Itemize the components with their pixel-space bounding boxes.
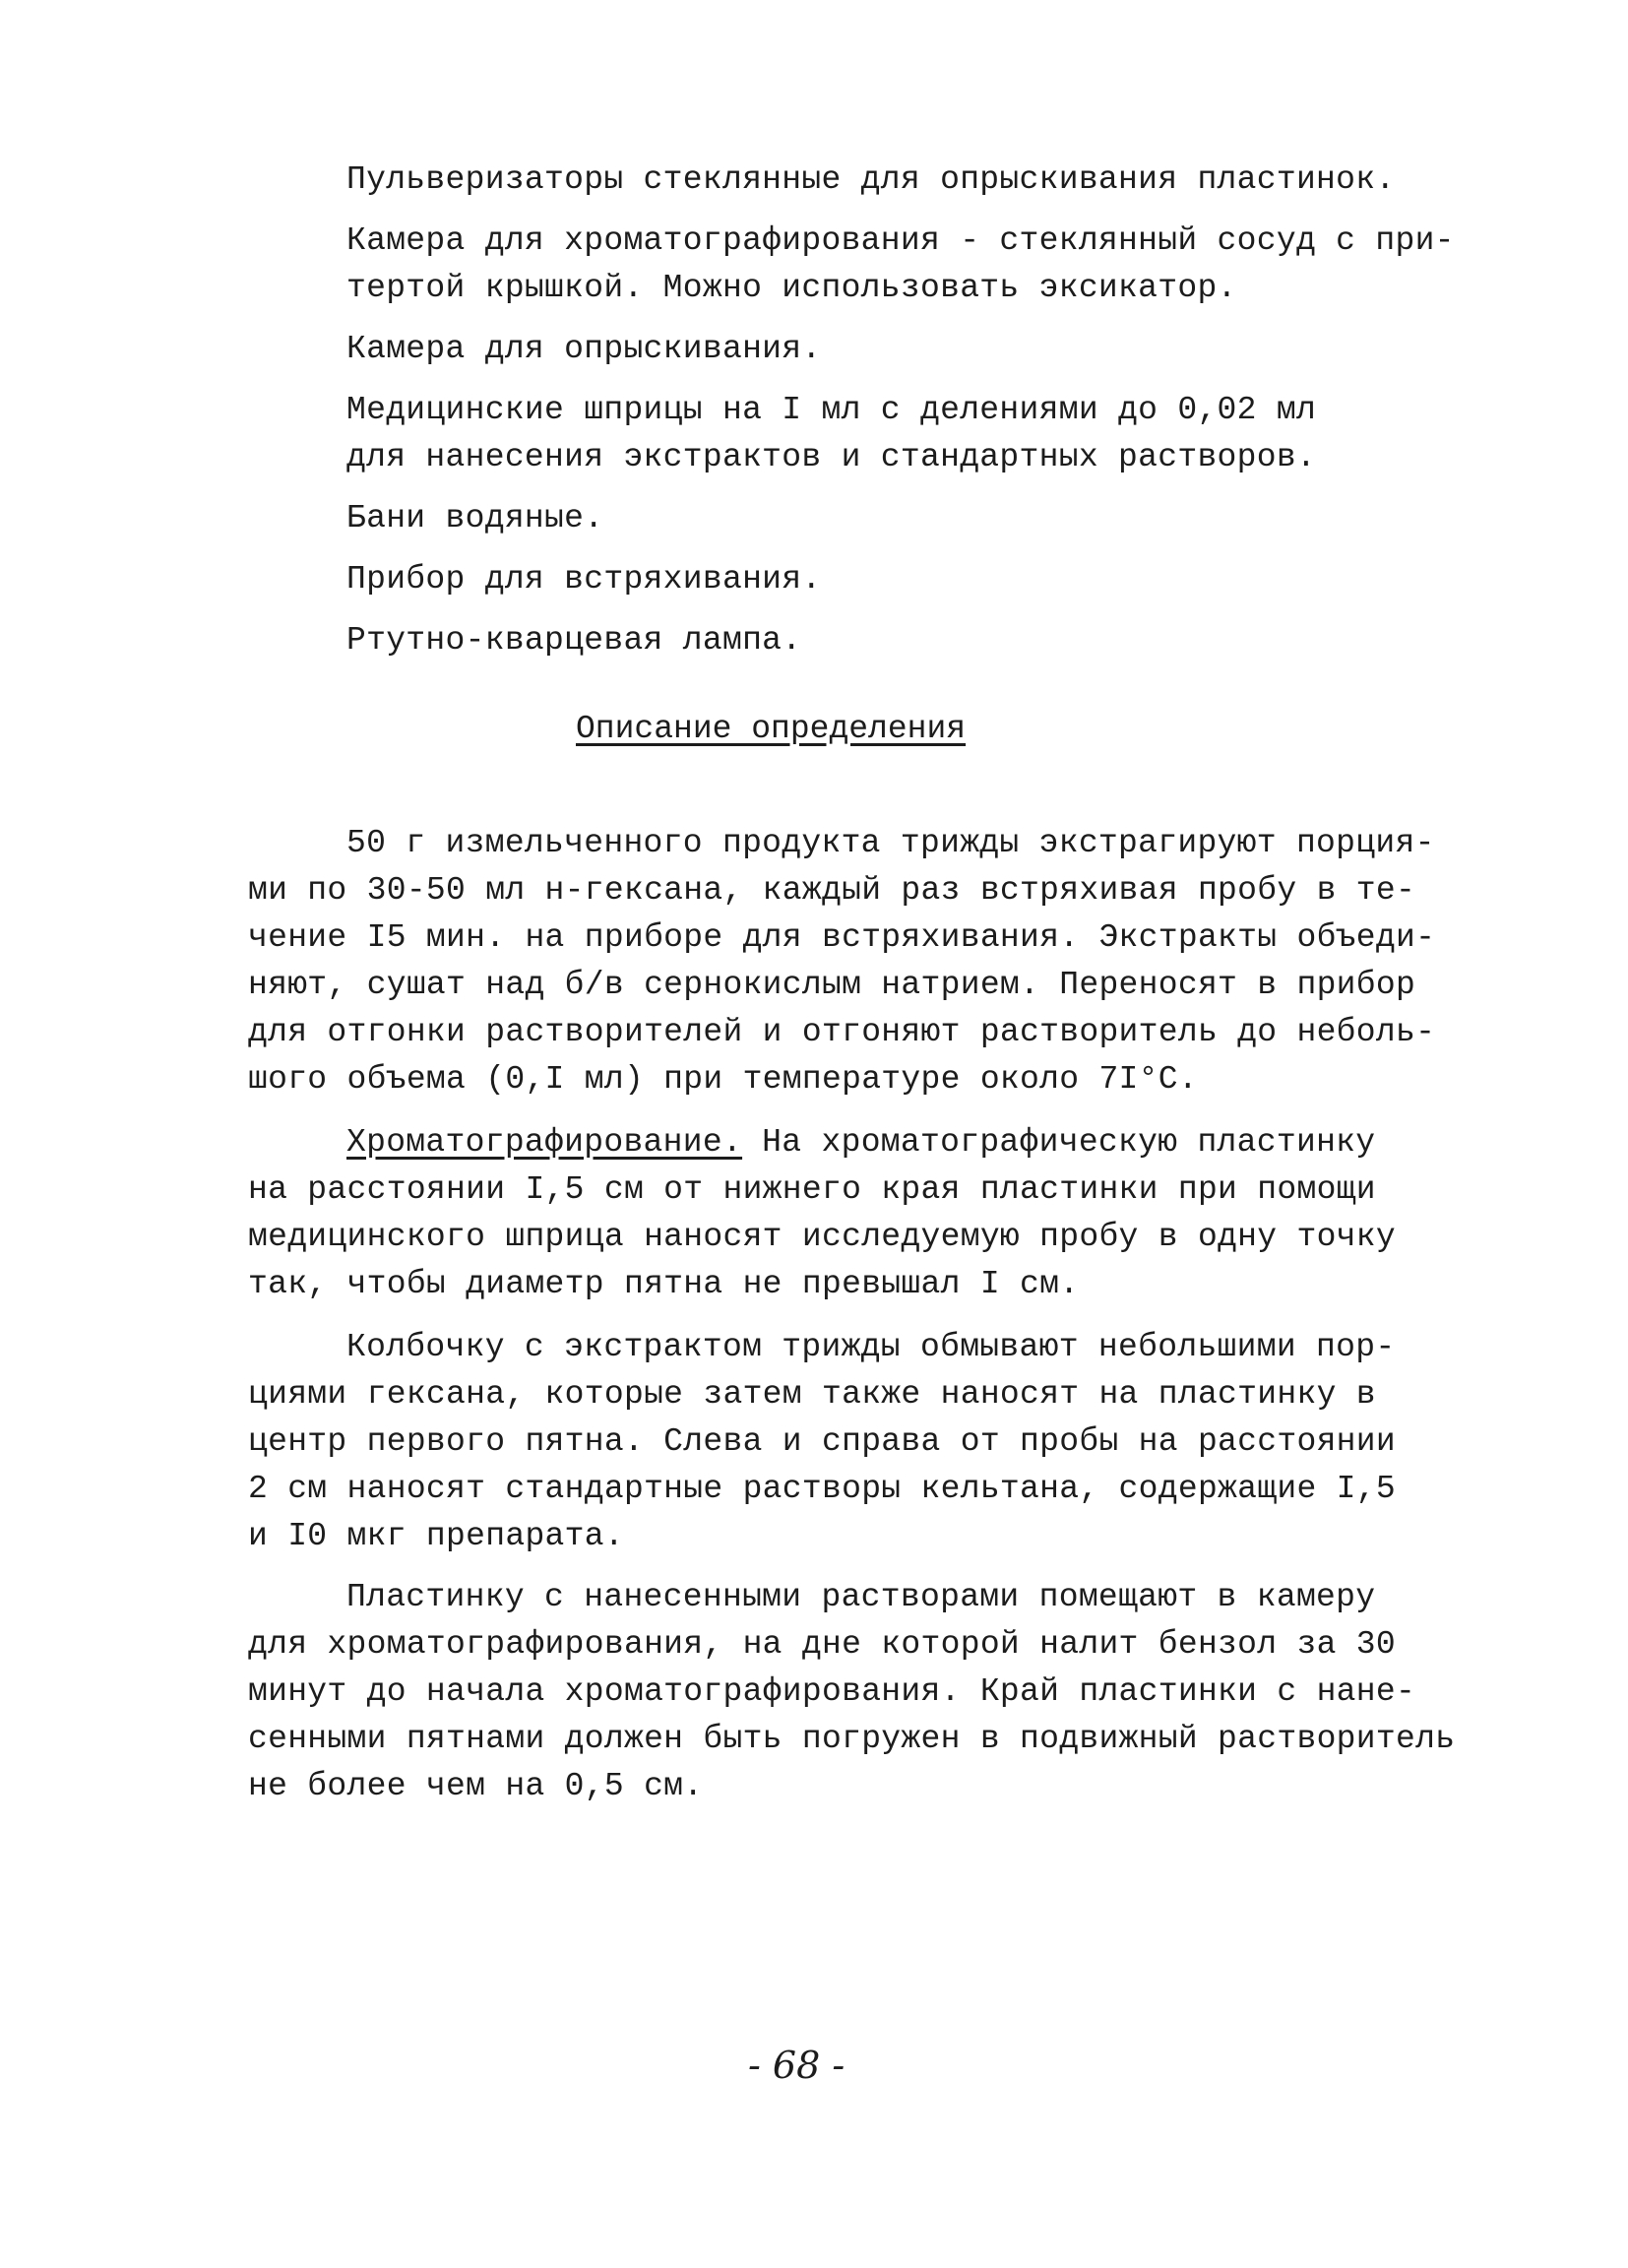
paragraph-4-line-4: сенными пятнами должен быть погружен в подвижный растворитель [248, 1721, 1456, 1757]
paragraph-3-line-1: Колбочку с экстрактом трижды обмывают небольшими пор- [346, 1329, 1396, 1365]
paragraph-2-line-1-rest: На хроматографическую пластинку [742, 1124, 1376, 1161]
paragraph-4-line-5: не более чем на 0,5 см. [248, 1768, 704, 1804]
paragraph-3-line-3: центр первого пятна. Слева и справа от пробы на расстоянии [248, 1423, 1396, 1460]
equipment-chamber-line-2: тертой крышкой. Можно использовать эксикатор. [346, 270, 1237, 306]
paragraph-1-line-4: няют, сушат над б/в сернокислым натрием. Переносят в прибор [248, 967, 1416, 1003]
paragraph-3-line-4: 2 см наносят стандартные растворы кельтана, содержащие I,5 [248, 1471, 1396, 1507]
paragraph-2-line-2: на расстоянии I,5 см от нижнего края пластинки при помощи [248, 1171, 1376, 1208]
equipment-lamp: Ртутно-кварцевая лампа. [346, 622, 802, 659]
paragraph-1-line-2: ми по 30-50 мл н-гексана, каждый раз встряхивая пробу в те- [248, 872, 1416, 909]
equipment-syringes-line-1: Медицинские шприцы на I мл с делениями до 0,02 мл [346, 392, 1317, 428]
paragraph-2-line-3: медицинского шприца наносят исследуемую пробу в одну точку [248, 1219, 1396, 1255]
paragraph-2-line-4: так, чтобы диаметр пятна не превышал I см. [248, 1266, 1080, 1302]
paragraph-1-line-6: шого объема (0,I мл) при температуре около 7I°С. [248, 1061, 1198, 1098]
paragraph-4-line-2: для хроматографирования, на дне которой налит бензол за 30 [248, 1626, 1396, 1663]
paragraph-2-line-1 [346, 1120, 1375, 1166]
equipment-syringes-line-2: для нанесения экстрактов и стандартных растворов. [346, 439, 1317, 475]
equipment-water-baths: Бани водяные. [346, 500, 604, 536]
equipment-sprayers: Пульверизаторы стеклянные для опрыскивания пластинок. [346, 161, 1396, 198]
section-heading: Описание определения [576, 711, 967, 747]
equipment-spray-chamber: Камера для опрыскивания. [346, 331, 822, 367]
equipment-shaker: Прибор для встряхивания. [346, 561, 822, 598]
chromatography-subheading: Хроматографирование. [346, 1124, 743, 1161]
paragraph-1-line-3: чение I5 мин. на приборе для встряхивания. Экстракты объеди- [248, 919, 1436, 956]
equipment-chamber-line-1: Камера для хроматографирования - стеклянный сосуд с при- [346, 222, 1455, 259]
paragraph-4-line-3: минут до начала хроматографирования. Край пластинки с нане- [248, 1673, 1416, 1710]
paragraph-1-line-5: для отгонки растворителей и отгоняют растворитель до неболь- [248, 1014, 1436, 1050]
paragraph-3-line-5: и I0 мкг препарата. [248, 1518, 624, 1554]
paragraph-1-line-1: 50 г измельченного продукта трижды экстрагируют порция- [346, 825, 1435, 861]
page-number: - 68 - [748, 2044, 845, 2087]
paragraph-3-line-2: циями гексана, которые затем также наносят на пластинку в [248, 1376, 1376, 1413]
paragraph-4-line-1: Пластинку с нанесенными растворами помещают в камеру [346, 1579, 1376, 1615]
